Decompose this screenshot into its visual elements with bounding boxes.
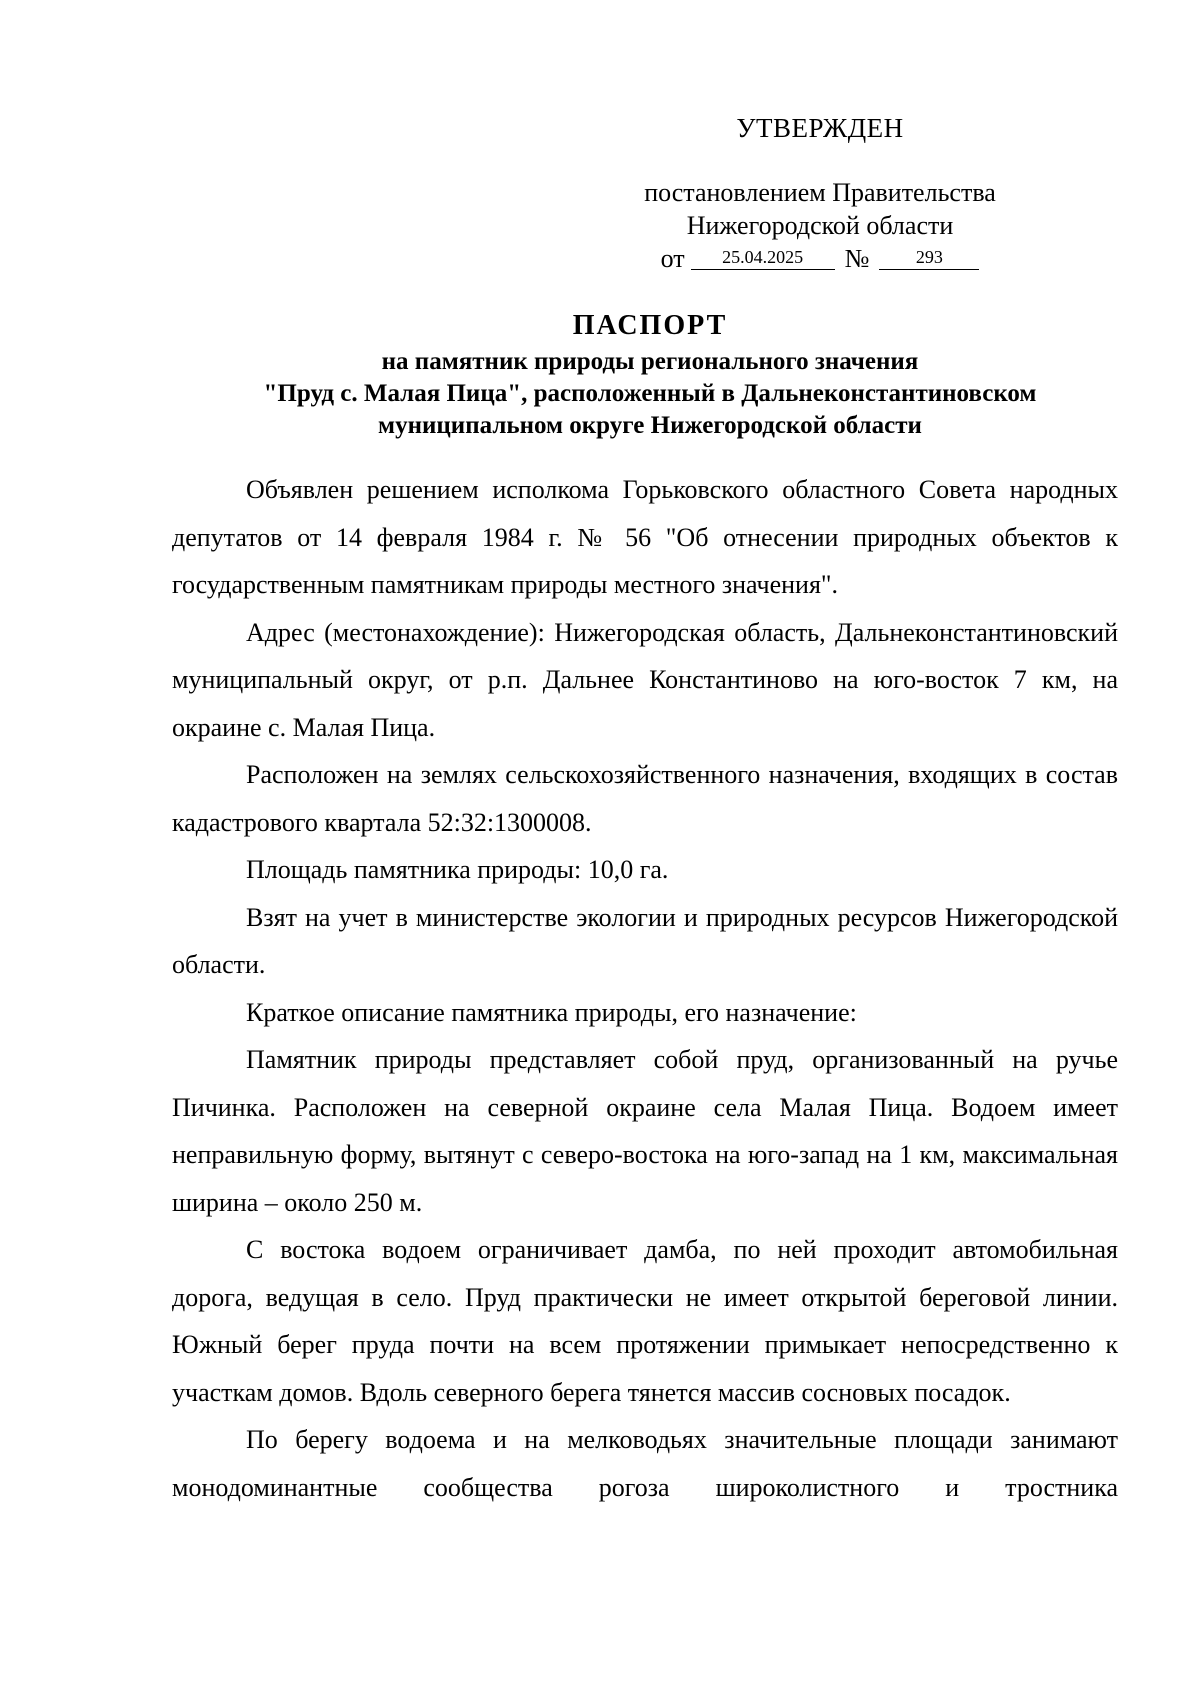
paragraph-location-lands: Расположен на землях сельскохозяйственного назначения, входящих в состав кадастрового квартала 52:32:1300008. [172,760,1118,837]
paragraph-description-3: По берегу водоема и на мелководьях значительные площади занимают монодоминантные сообщества рогоза широколистного и тростника [172,1425,1118,1502]
document-subtitle-line-1: на памятник природы регионального значения [381,348,919,375]
paragraph-declared: Объявлен решением исполкома Горьковского областного Совета народных депутатов от 14 февраля 1984 г. № 56 "Об отнесении природных объектов к государственным памятникам природы местного значения". [172,475,1118,599]
from-label: от [660,244,685,273]
approval-date: 25.04.2025 [691,247,835,270]
approval-line-1: постановлением Правительства [644,178,996,207]
paragraph-area: Площадь памятника природы: 10,0 га. [246,855,669,884]
document-subtitle-line-2: "Пруд с. Малая Пица", расположенный в Дальнеконстантиновском [263,380,1037,407]
paragraph-address: Адрес (местонахождение): Нижегородская область, Дальнеконстантиновский муниципальный округ, от р.п. Дальнее Константиново на юго-восток 7 км, на окраине с. Малая Пица. [172,617,1118,742]
paragraph-description-heading: Краткое описание памятника природы, его назначение: [246,997,857,1027]
paragraph-description-2: С востока водоем ограничивает дамба, по ней проходит автомобильная дорога, ведущая в село. Пруд практически не имеет открытой береговой линии. Южный берег пруда почти на всем протяжении примыкает непосредственно к участкам домов. Вдоль северного берега тянется массив сосновых посадок. [172,1235,1118,1407]
approval-date-number-line [620,242,1020,275]
approval-line-2: Нижегородской области [686,211,954,240]
document-subtitle-line-3: муниципальном округе Нижегородской области [378,412,922,439]
number-label: № [844,244,870,273]
approval-stamp [620,112,1020,275]
approved-label: УТВЕРЖДЕН [736,113,904,143]
document-title-block [120,306,1180,442]
paragraph-description-1: Памятник природы представляет собой пруд, организованный на ручье Пичинка. Расположен на северной окраине села Малая Пица. Водоем имеет неправильную форму, вытянут с северо-востока на юго-запад на 1 км, максимальная ширина – около 250 м. [172,1045,1118,1217]
document-title: ПАСПОРТ [572,310,728,341]
approval-number: 293 [879,247,979,270]
document-body [172,466,1118,1511]
paragraph-registered: Взят на учет в министерстве экологии и природных ресурсов Нижегородской области. [172,902,1118,979]
